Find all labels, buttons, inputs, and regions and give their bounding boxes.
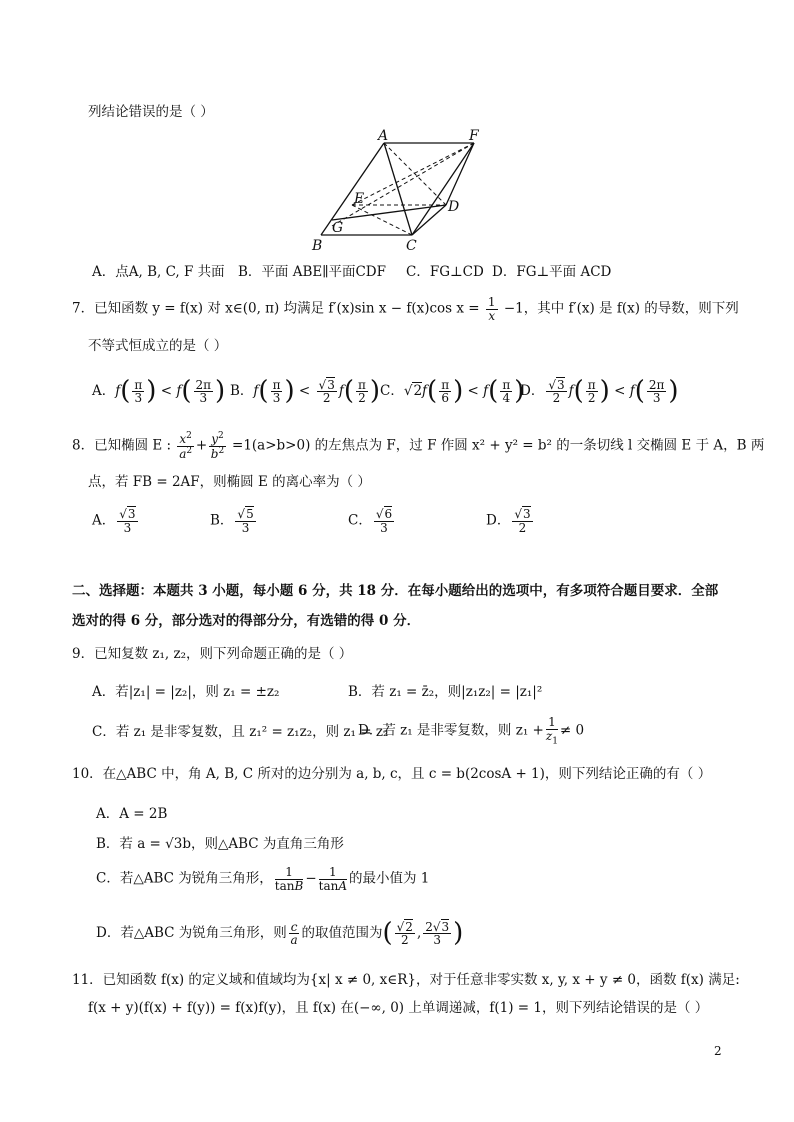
q10-stem: 10．在△ABC 中，角 A, B, C 所对的边分别为 a, b, c，且 c = b(2cosA + 1)，则下列结论正确的有（ ） xyxy=(72,766,712,782)
label-G: G xyxy=(332,220,344,236)
q9-option-a: A．若|z₁| = |z₂|，则 z₁ = ±z₂ xyxy=(92,684,280,700)
q8-line2: 点，若 FB = 2AF，则椭圆 E 的离心率为（ ） xyxy=(88,474,371,490)
q11-line2: f(x + y)(f(x) + f(y)) = f(x)f(y)，且 f(x) 在(−∞, 0) 上单调递减，f(1) = 1，则下列结论错误的是（ ） xyxy=(88,1000,709,1016)
q10-option-c: C．若△ABC 为锐角三角形， $\frac{1}{\tan B}$ − $\frac{1}{\tan A}$ 的最小值为 1 xyxy=(96,865,430,893)
label-A: A xyxy=(378,128,389,144)
q9-stem: 9．已知复数 z₁, z₂，则下列命题正确的是（ ） xyxy=(72,646,353,662)
q7-option-d: D． $\frac{√3}{2}$ f( $\frac{\pi}{2}$ ) < f( $\frac{2\pi}{3}$ ) xyxy=(520,376,679,406)
page-number: 2 xyxy=(714,1044,722,1058)
q6-option-c: C．FG⊥CD xyxy=(406,264,484,280)
fraction-1-over-x: $\frac{1}{x}$ xyxy=(487,295,496,323)
q11-line1: 11．已知函数 f(x) 的定义域和值域均为{x| x ≠ 0, x∈R}，对于任意非零实数 x, y, x + y ≠ 0，函数 f(x) 满足: xyxy=(72,972,740,988)
q8-option-a: A． $\frac{√3}{3}$ xyxy=(92,507,136,535)
fraction-y2-b2: $\frac{y^2}{b^2}$ xyxy=(210,431,225,461)
label-F: F xyxy=(469,128,479,144)
q10-option-b: B．若 a = √3b，则△ABC 为直角三角形 xyxy=(96,836,344,852)
q7-option-b: B．f( $\frac{\pi}{3}$ ) < $\frac{√3}{2}$ f( $\frac{\pi}{2}$ ) xyxy=(230,376,381,406)
q8-line1: 8．已知椭圆 E : $\frac{x^2}{a^2}$ + $\frac{y^2}{b^2}$ =1(a>b>0) 的左焦点为 F，过 F 作圆 x² + y² = b² 的一条切线 l 交椭圆 E 于 A，B 两 xyxy=(72,431,765,461)
label-C: C xyxy=(406,238,417,254)
q8-option-b: B． $\frac{√5}{3}$ xyxy=(210,507,254,535)
q9-option-c: C．若 z₁ 是非零复数，且 z₁² = z₁z₂，则 z₁ = z₂ xyxy=(92,724,389,740)
q8-option-d: D． $\frac{√3}{2}$ xyxy=(486,507,531,535)
q7-option-c: C．√2f( $\frac{\pi}{6}$ ) < f( $\frac{\pi}{4}$ ) xyxy=(380,376,525,406)
q9-option-d: D．若 z₁ 是非零复数，则 z₁ + $\frac{1}{z_1}$ ≠ 0 xyxy=(358,715,585,746)
q8-option-c: C． $\frac{√6}{3}$ xyxy=(348,507,393,535)
section2-heading-line2: 选对的得 6 分，部分选对的得部分分，有选错的得 0 分． xyxy=(72,613,421,629)
label-E: E xyxy=(354,191,365,207)
fraction-x2-a2: $\frac{x^2}{a^2}$ xyxy=(179,431,193,461)
q6-option-b: B．平面 ABE∥平面CDF xyxy=(238,264,386,280)
q6-stem-tail: 列结论错误的是（ ） xyxy=(88,104,214,120)
q7-line1: 7．已知函数 y = f(x) 对 x∈(0, π) 均满足 f′(x)sin x − f(x)cos x = $\frac{1}{x}$ −1，其中 f′(x) 是 f(x) 的导数，则下列 xyxy=(72,295,739,323)
q6-option-d: D．FG⊥平面 ACD xyxy=(492,264,612,280)
label-B: B xyxy=(312,238,323,254)
section2-heading-line1: 二、选择题：本题共 3 小题，每小题 6 分，共 18 分．在每小题给出的选项中，有多项符合题目要求．全部 xyxy=(72,583,719,599)
q9-option-b: B．若 z₁ = z̄₂，则|z₁z₂| = |z₁|² xyxy=(348,684,543,700)
label-D: D xyxy=(448,199,460,215)
q7-line2: 不等式恒成立的是（ ） xyxy=(88,338,228,354)
q7-option-a: A．f( $\frac{\pi}{3}$ ) < f( $\frac{2\pi}{3}$ ) xyxy=(92,376,226,406)
q10-option-d: D．若△ABC 为锐角三角形，则 $\frac{c}{a}$ 的取值范围为( $\frac{√2}{2}$ , $\frac{2√3}{3}$ ) xyxy=(96,918,464,948)
q6-option-a: A．点A, B, C, F 共面 xyxy=(92,264,225,280)
q10-option-a: A．A = 2B xyxy=(96,806,168,822)
